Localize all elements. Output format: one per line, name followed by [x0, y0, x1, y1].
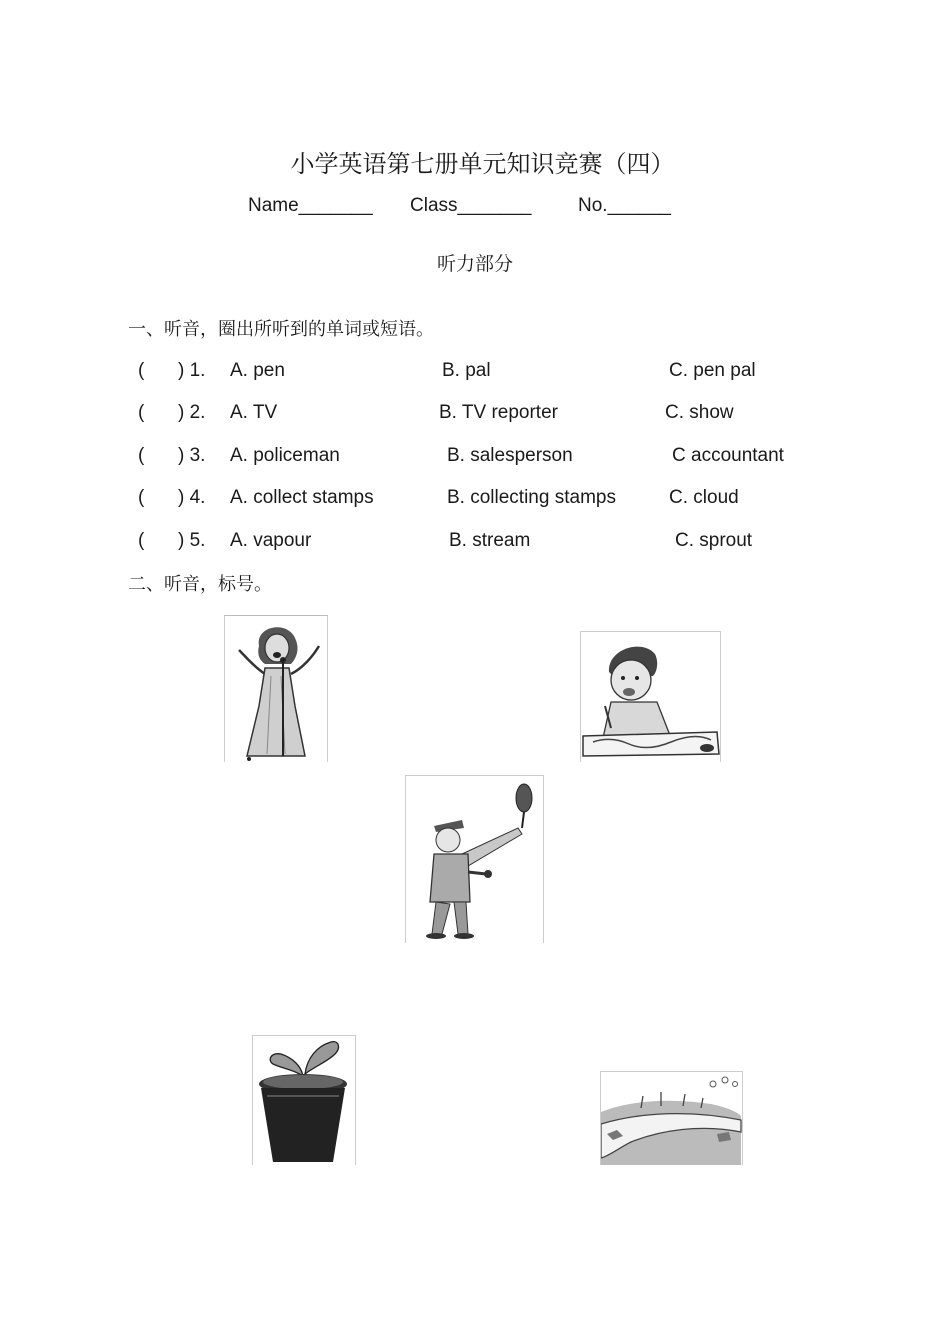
- part1-instruction: 一、听音，圈出所听到的单词或短语。: [128, 319, 434, 340]
- stream-picture: [600, 1071, 743, 1165]
- option-a: A. TV: [230, 402, 278, 423]
- section-title: 听力部分: [436, 253, 513, 275]
- question-number: ) 5.: [178, 530, 206, 551]
- question-number: ) 4.: [178, 487, 206, 508]
- answer-bracket[interactable]: (: [138, 530, 145, 551]
- option-c: C accountant: [672, 445, 784, 466]
- option-c: C. pen pal: [669, 360, 756, 381]
- question-number: ) 3.: [178, 445, 206, 466]
- part2-instruction: 二、听音，标号。: [128, 574, 272, 595]
- class-field: Class_______: [410, 195, 532, 216]
- option-a: A. pen: [230, 360, 285, 381]
- painter-picture: [580, 631, 721, 762]
- sprout-pot-picture: [252, 1035, 356, 1165]
- option-b: B. stream: [449, 530, 531, 551]
- option-a: A. collect stamps: [230, 487, 374, 508]
- answer-bracket[interactable]: (: [138, 360, 145, 381]
- singer-picture: [224, 615, 328, 762]
- option-a: A. policeman: [230, 445, 340, 466]
- option-c: C. cloud: [669, 487, 739, 508]
- number-field: No.______: [578, 195, 671, 216]
- option-a: A. vapour: [230, 530, 312, 551]
- question-number: ) 1.: [178, 360, 206, 381]
- option-c: C. sprout: [675, 530, 753, 551]
- name-field: Name_______: [248, 195, 373, 216]
- policeman-picture: [405, 775, 544, 943]
- option-b: B. salesperson: [447, 445, 573, 466]
- option-b: B. collecting stamps: [447, 487, 616, 508]
- answer-bracket[interactable]: (: [138, 445, 145, 466]
- option-c: C. show: [665, 402, 734, 423]
- option-b: B. pal: [442, 360, 491, 381]
- answer-bracket[interactable]: (: [138, 487, 145, 508]
- option-b: B. TV reporter: [439, 402, 558, 423]
- page-title: 小学英语第七册单元知识竞赛（四）: [290, 150, 675, 178]
- answer-bracket[interactable]: (: [138, 402, 145, 423]
- question-number: ) 2.: [178, 402, 206, 423]
